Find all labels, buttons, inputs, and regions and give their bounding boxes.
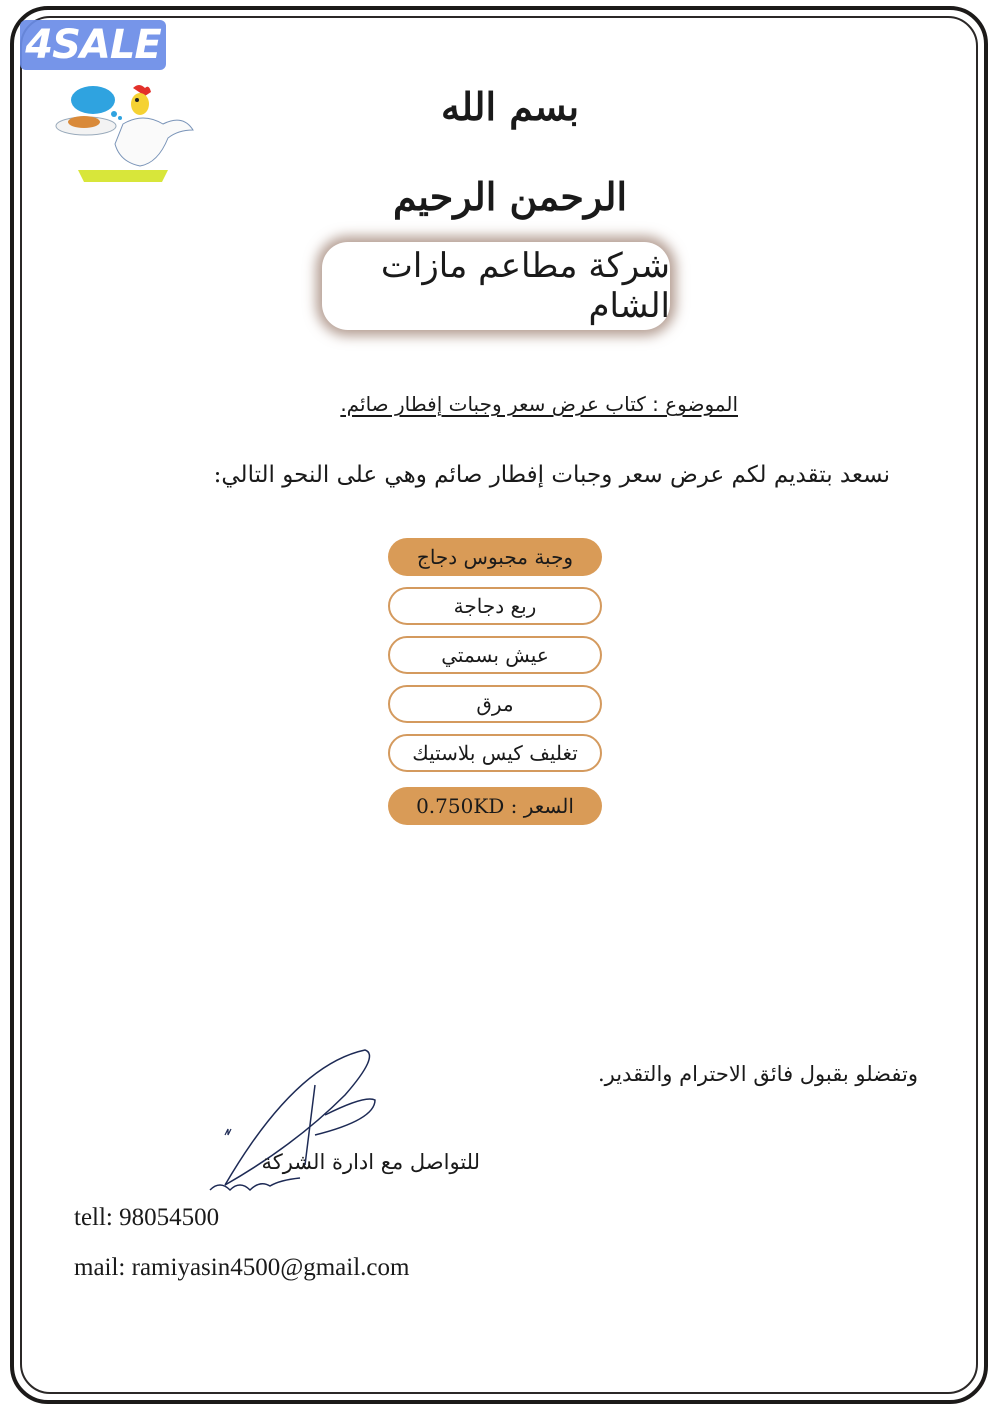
company-title-box [322, 242, 670, 330]
meal-price-text: السعر : 0.750KD [416, 794, 574, 818]
contact-email: mail: ramiyasin4500@gmail.com [74, 1254, 410, 1281]
closing-line: وتفضلو بقبول فائق الاحترام والتقدير. [597, 1062, 918, 1086]
meal-title-text: وجبة مجبوس دجاج [416, 545, 574, 569]
contact-label: للتواصل مع ادارة الشركة [261, 1150, 480, 1174]
meal-item [388, 587, 602, 625]
meal-item [388, 734, 602, 772]
meal-price [388, 787, 602, 825]
letter-intro: نسعد بتقديم لكم عرض سعر وجبات إفطار صائم وهي على النحو التالي: [213, 462, 890, 488]
letter-subject: الموضوع : كتاب عرض سعر وجبات إفطار صائم. [340, 392, 738, 416]
meal-item [388, 685, 602, 723]
meal-item-text: ربع دجاجة [453, 594, 537, 618]
meal-item-text: مرق [476, 692, 514, 716]
contact-phone: tell: 98054500 [74, 1204, 220, 1231]
company-name: شركة مطاعم مازات الشام [380, 246, 670, 326]
meal-item-text: عيش بسمتي [441, 643, 549, 667]
meal-item [388, 636, 602, 674]
watermark-badge: 4SALE [20, 20, 166, 70]
basmala-calligraphy: بسم الله الرحمن الرحيم [392, 84, 628, 219]
restaurant-logo [48, 82, 198, 192]
meal-title [388, 538, 602, 576]
meal-item-text: تغليف كيس بلاستيك [412, 741, 578, 765]
signature-icon [205, 1045, 385, 1205]
chef-chicken-icon [48, 82, 198, 192]
